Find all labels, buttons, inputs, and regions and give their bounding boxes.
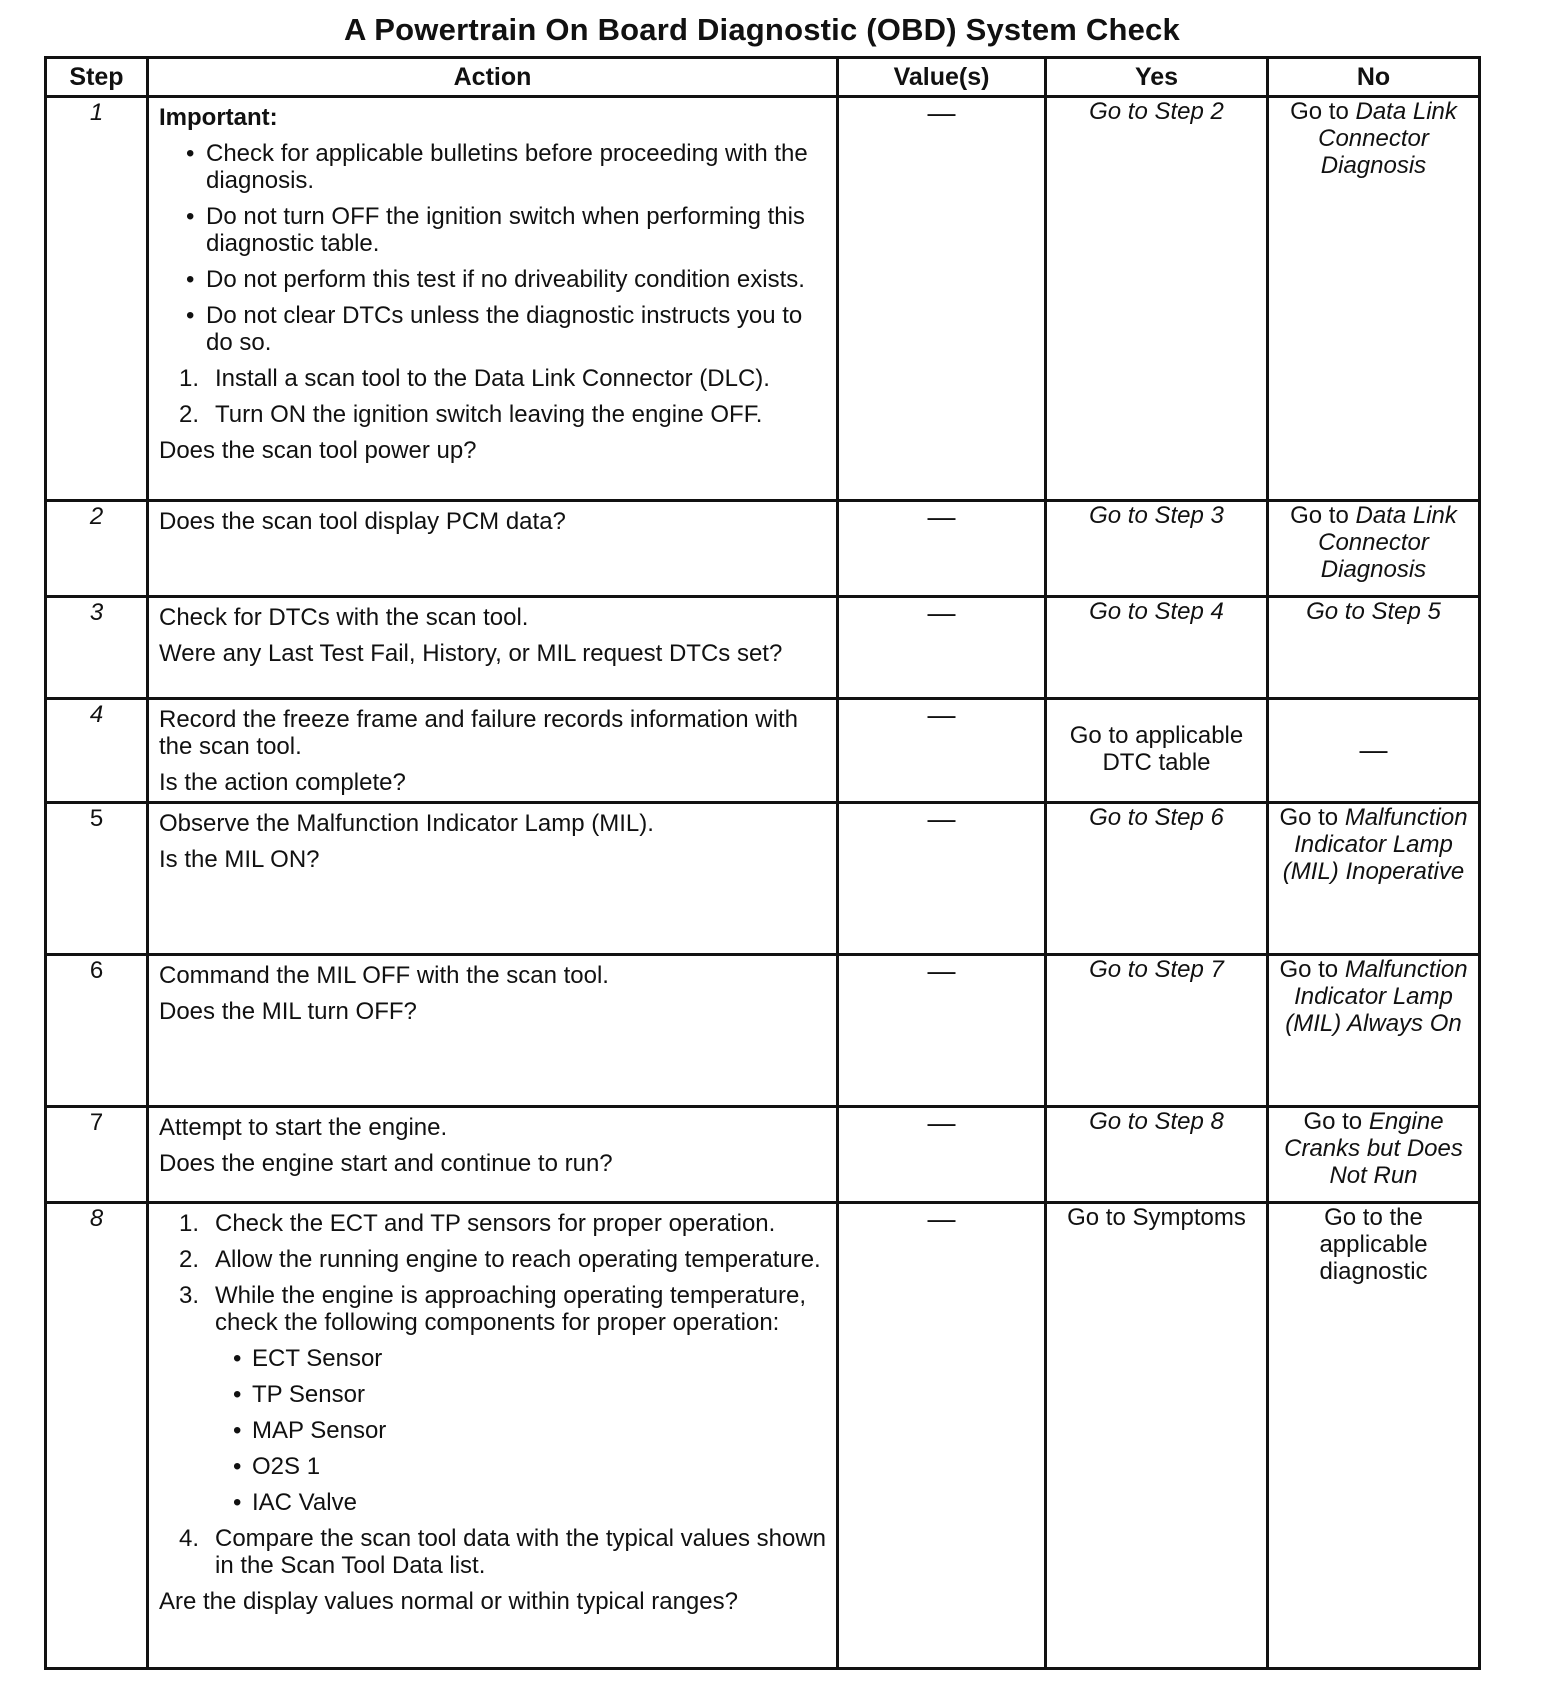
action-text: Command the MIL OFF with the scan tool. bbox=[159, 962, 609, 989]
action-cell bbox=[148, 501, 838, 597]
yes-cell: Go to Step 3 bbox=[1046, 501, 1268, 597]
table-row bbox=[46, 597, 1480, 699]
numbered-item: 2. Allow the running engine to reach operating temperature. bbox=[179, 1246, 821, 1273]
action-cell bbox=[148, 955, 838, 1107]
question: Does the MIL turn OFF? bbox=[159, 998, 417, 1025]
question: Does the engine start and continue to run? bbox=[159, 1150, 613, 1177]
component-item: • IAC Valve bbox=[159, 1489, 826, 1516]
value-cell: — bbox=[838, 803, 1046, 955]
bullet-item: • Do not perform this test if no driveability condition exists. bbox=[159, 266, 826, 293]
component-item: • MAP Sensor bbox=[159, 1417, 826, 1444]
bullet-item: • Do not clear DTCs unless the diagnostic instructs you to do so. bbox=[159, 302, 826, 356]
numbered-item: 3. While the engine is approaching operating temperature, check the following components for proper operation: bbox=[179, 1282, 807, 1336]
table-row bbox=[46, 97, 1480, 501]
step-number: 6 bbox=[46, 955, 148, 1107]
action-cell bbox=[148, 597, 838, 699]
no-cell: Go to Engine Cranks but Does Not Run bbox=[1268, 1107, 1480, 1203]
page-title: A Powertrain On Board Diagnostic (OBD) System Check bbox=[344, 12, 1180, 47]
component-item: • TP Sensor bbox=[159, 1381, 826, 1408]
question: Are the display values normal or within typical ranges? bbox=[159, 1588, 738, 1615]
header-no: No bbox=[1268, 58, 1480, 97]
table-row bbox=[46, 955, 1480, 1107]
no-cell: Go to the applicable diagnostic bbox=[1268, 1203, 1480, 1669]
table-row bbox=[46, 1203, 1480, 1669]
no-cell: Go to Malfunction Indicator Lamp (MIL) Inoperative bbox=[1268, 803, 1480, 955]
action-text: Check for DTCs with the scan tool. bbox=[159, 604, 529, 631]
action-text: Attempt to start the engine. bbox=[159, 1114, 448, 1141]
step-number: 3 bbox=[46, 597, 148, 699]
yes-cell: Go to Step 6 bbox=[1046, 803, 1268, 955]
header-yes: Yes bbox=[1046, 58, 1268, 97]
value-cell: — bbox=[838, 97, 1046, 501]
step-number: 5 bbox=[46, 803, 148, 955]
action-cell bbox=[148, 1107, 838, 1203]
action-text: Observe the Malfunction Indicator Lamp (MIL). bbox=[159, 810, 654, 837]
numbered-item: 4. Compare the scan tool data with the typical values shown in the Scan Tool Data list. bbox=[179, 1525, 827, 1579]
question: Does the scan tool display PCM data? bbox=[159, 508, 566, 535]
step-number: 2 bbox=[46, 501, 148, 597]
no-cell: Go to Data Link Connector Diagnosis bbox=[1268, 501, 1480, 597]
question: Is the MIL ON? bbox=[159, 846, 320, 873]
component-item: • ECT Sensor bbox=[159, 1345, 826, 1372]
step-number: 1 bbox=[46, 97, 148, 501]
no-cell: Go to Data Link Connector Diagnosis bbox=[1268, 97, 1480, 501]
table-row bbox=[46, 699, 1480, 803]
value-cell: — bbox=[838, 955, 1046, 1107]
yes-cell: Go to Step 8 bbox=[1046, 1107, 1268, 1203]
diagnostic-table bbox=[44, 56, 1481, 1670]
value-cell: — bbox=[838, 1203, 1046, 1669]
yes-cell: Go to applicable DTC table bbox=[1046, 699, 1268, 803]
no-cell: Go to Malfunction Indicator Lamp (MIL) Always On bbox=[1268, 955, 1480, 1107]
action-cell bbox=[148, 97, 838, 501]
numbered-item: 1. Check the ECT and TP sensors for proper operation. bbox=[179, 1210, 776, 1237]
action-cell bbox=[148, 1203, 838, 1669]
yes-cell: Go to Step 4 bbox=[1046, 597, 1268, 699]
numbered-item: 1. Install a scan tool to the Data Link Connector (DLC). bbox=[179, 365, 770, 392]
yes-cell: Go to Step 2 bbox=[1046, 97, 1268, 501]
header-action: Action bbox=[148, 58, 838, 97]
component-item: • O2S 1 bbox=[159, 1453, 826, 1480]
header-step: Step bbox=[46, 58, 148, 97]
action-text: Record the freeze frame and failure records information with the scan tool. bbox=[159, 706, 798, 760]
step-number: 4 bbox=[46, 699, 148, 803]
yes-cell: Go to Step 7 bbox=[1046, 955, 1268, 1107]
table-row bbox=[46, 501, 1480, 597]
table-row bbox=[46, 1107, 1480, 1203]
question: Does the scan tool power up? bbox=[159, 437, 477, 464]
no-cell: — bbox=[1268, 699, 1480, 803]
question: Were any Last Test Fail, History, or MIL request DTCs set? bbox=[159, 640, 783, 667]
bullet-item: • Do not turn OFF the ignition switch when performing this diagnostic table. bbox=[159, 203, 826, 257]
important-label: Important: bbox=[159, 104, 278, 131]
value-cell: — bbox=[838, 1107, 1046, 1203]
bullet-item: • Check for applicable bulletins before proceeding with the diagnosis. bbox=[159, 140, 826, 194]
no-cell: Go to Step 5 bbox=[1268, 597, 1480, 699]
value-cell: — bbox=[838, 501, 1046, 597]
yes-cell: Go to Symptoms bbox=[1046, 1203, 1268, 1669]
step-number: 7 bbox=[46, 1107, 148, 1203]
table-row bbox=[46, 803, 1480, 955]
step-number: 8 bbox=[46, 1203, 148, 1669]
numbered-item: 2. Turn ON the ignition switch leaving the engine OFF. bbox=[179, 401, 763, 428]
question: Is the action complete? bbox=[159, 769, 406, 796]
action-cell bbox=[148, 699, 838, 803]
value-cell: — bbox=[838, 699, 1046, 803]
action-cell bbox=[148, 803, 838, 955]
header-values: Value(s) bbox=[838, 58, 1046, 97]
value-cell: — bbox=[838, 597, 1046, 699]
table-header-row bbox=[46, 58, 1480, 97]
